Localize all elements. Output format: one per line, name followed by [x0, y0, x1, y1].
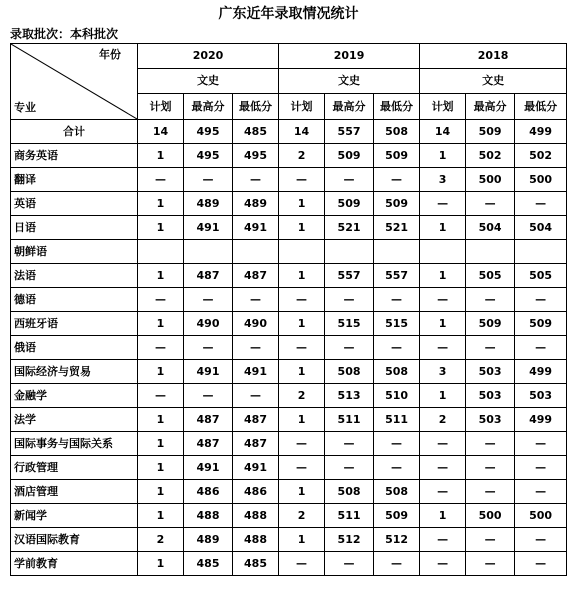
- row-value-cell: 1: [138, 312, 184, 336]
- row-value-cell: 503: [466, 384, 515, 408]
- row-value-cell: —: [420, 528, 466, 552]
- row-value-cell: 2: [138, 528, 184, 552]
- row-value-cell: 509: [515, 312, 567, 336]
- row-major-name: 日语: [11, 216, 138, 240]
- row-value-cell: 495: [233, 144, 279, 168]
- row-value-cell: 491: [233, 360, 279, 384]
- row-value-cell: 1: [138, 192, 184, 216]
- row-value-cell: —: [279, 432, 325, 456]
- row-value-cell: 503: [466, 408, 515, 432]
- row-value-cell: 1: [420, 144, 466, 168]
- row-value-cell: 1: [279, 480, 325, 504]
- row-value-cell: 14: [420, 120, 466, 144]
- row-value-cell: 1: [138, 360, 184, 384]
- row-value-cell: —: [466, 336, 515, 360]
- row-value-cell: 486: [233, 480, 279, 504]
- row-value-cell: 511: [325, 408, 374, 432]
- row-value-cell: [374, 240, 420, 264]
- table-row: [11, 288, 567, 312]
- row-value-cell: —: [374, 456, 420, 480]
- row-value-cell: —: [279, 168, 325, 192]
- table-row: [11, 384, 567, 408]
- row-value-cell: 1: [138, 504, 184, 528]
- table-row: [11, 504, 567, 528]
- row-value-cell: 487: [184, 408, 233, 432]
- row-value-cell: 495: [184, 120, 233, 144]
- row-major-name: 商务英语: [11, 144, 138, 168]
- row-major-name: 金融学: [11, 384, 138, 408]
- row-value-cell: 499: [515, 360, 567, 384]
- row-value-cell: 1: [279, 312, 325, 336]
- row-value-cell: —: [466, 288, 515, 312]
- row-value-cell: 1: [420, 384, 466, 408]
- row-value-cell: 512: [325, 528, 374, 552]
- row-value-cell: 504: [466, 216, 515, 240]
- row-value-cell: 488: [233, 528, 279, 552]
- row-value-cell: 1: [138, 408, 184, 432]
- row-value-cell: [420, 240, 466, 264]
- row-value-cell: —: [325, 336, 374, 360]
- table-row: [11, 192, 567, 216]
- header-major-label: 专业: [14, 101, 36, 114]
- row-value-cell: 508: [325, 360, 374, 384]
- row-major-name: 学前教育: [11, 552, 138, 576]
- row-value-cell: —: [279, 336, 325, 360]
- row-value-cell: 500: [515, 504, 567, 528]
- row-value-cell: 491: [233, 216, 279, 240]
- row-value-cell: 491: [184, 216, 233, 240]
- row-value-cell: 491: [184, 360, 233, 384]
- row-value-cell: 485: [184, 552, 233, 576]
- row-value-cell: 509: [374, 192, 420, 216]
- row-value-cell: 557: [325, 264, 374, 288]
- row-value-cell: —: [515, 336, 567, 360]
- row-value-cell: 1: [279, 360, 325, 384]
- row-major-name: 法学: [11, 408, 138, 432]
- header-min-2018: 最低分: [515, 94, 567, 120]
- row-value-cell: [233, 240, 279, 264]
- row-value-cell: 509: [325, 192, 374, 216]
- row-value-cell: 500: [466, 168, 515, 192]
- row-major-name: 新闻学: [11, 504, 138, 528]
- header-plan-2018: 计划: [420, 94, 466, 120]
- row-value-cell: 509: [374, 504, 420, 528]
- row-value-cell: —: [466, 456, 515, 480]
- row-value-cell: 1: [279, 192, 325, 216]
- row-value-cell: 502: [466, 144, 515, 168]
- row-value-cell: —: [325, 288, 374, 312]
- row-value-cell: 1: [420, 264, 466, 288]
- header-plan-2019: 计划: [279, 94, 325, 120]
- row-value-cell: 1: [138, 264, 184, 288]
- row-major-name: 西班牙语: [11, 312, 138, 336]
- row-value-cell: 557: [325, 120, 374, 144]
- row-value-cell: 499: [515, 120, 567, 144]
- header-min-2020: 最低分: [233, 94, 279, 120]
- table-row: [11, 432, 567, 456]
- row-value-cell: 1: [138, 552, 184, 576]
- header-year-2019: 2019: [279, 44, 420, 69]
- table-row: [11, 144, 567, 168]
- table-row: [11, 240, 567, 264]
- row-value-cell: 487: [233, 408, 279, 432]
- row-value-cell: 511: [374, 408, 420, 432]
- row-value-cell: —: [374, 288, 420, 312]
- row-major-name: 法语: [11, 264, 138, 288]
- row-value-cell: —: [420, 456, 466, 480]
- row-value-cell: 515: [374, 312, 420, 336]
- table-row: [11, 408, 567, 432]
- header-category-2019: 文史: [279, 69, 420, 94]
- row-value-cell: 2: [420, 408, 466, 432]
- row-value-cell: 487: [233, 432, 279, 456]
- row-value-cell: 509: [325, 144, 374, 168]
- row-value-cell: 1: [279, 528, 325, 552]
- row-value-cell: 505: [466, 264, 515, 288]
- row-major-name: 翻译: [11, 168, 138, 192]
- row-value-cell: 515: [325, 312, 374, 336]
- row-value-cell: 513: [325, 384, 374, 408]
- row-value-cell: —: [233, 288, 279, 312]
- row-value-cell: 509: [466, 120, 515, 144]
- table-row-total: [11, 120, 567, 144]
- row-value-cell: 500: [515, 168, 567, 192]
- row-value-cell: —: [466, 528, 515, 552]
- row-major-name: 合计: [11, 120, 138, 144]
- row-value-cell: —: [420, 552, 466, 576]
- header-plan-2020: 计划: [138, 94, 184, 120]
- row-value-cell: 489: [184, 528, 233, 552]
- row-value-cell: 1: [138, 480, 184, 504]
- row-value-cell: 485: [233, 552, 279, 576]
- row-value-cell: —: [233, 336, 279, 360]
- header-year-label: 年份: [99, 48, 121, 61]
- row-value-cell: —: [420, 480, 466, 504]
- row-value-cell: —: [138, 288, 184, 312]
- row-value-cell: —: [515, 480, 567, 504]
- row-value-cell: 491: [184, 456, 233, 480]
- row-value-cell: 1: [420, 504, 466, 528]
- row-value-cell: 505: [515, 264, 567, 288]
- row-value-cell: 485: [233, 120, 279, 144]
- row-value-cell: 2: [279, 144, 325, 168]
- row-value-cell: —: [466, 552, 515, 576]
- row-value-cell: —: [515, 456, 567, 480]
- row-value-cell: —: [374, 552, 420, 576]
- row-value-cell: 509: [374, 144, 420, 168]
- row-value-cell: —: [374, 336, 420, 360]
- batch-label: 录取批次：本科批次: [10, 27, 119, 41]
- row-value-cell: 1: [138, 456, 184, 480]
- row-value-cell: 1: [279, 408, 325, 432]
- row-value-cell: [138, 240, 184, 264]
- row-value-cell: 502: [515, 144, 567, 168]
- row-major-name: 德语: [11, 288, 138, 312]
- row-value-cell: 2: [279, 504, 325, 528]
- row-major-name: 酒店管理: [11, 480, 138, 504]
- row-value-cell: —: [138, 336, 184, 360]
- row-value-cell: —: [466, 480, 515, 504]
- row-value-cell: 2: [279, 384, 325, 408]
- row-major-name: 国际经济与贸易: [11, 360, 138, 384]
- row-value-cell: [279, 240, 325, 264]
- header-year-2018: 2018: [420, 44, 567, 69]
- row-value-cell: —: [325, 552, 374, 576]
- row-value-cell: 488: [233, 504, 279, 528]
- table-row: [11, 528, 567, 552]
- row-value-cell: 487: [233, 264, 279, 288]
- row-value-cell: —: [325, 456, 374, 480]
- header-year-2020: 2020: [138, 44, 279, 69]
- row-value-cell: —: [325, 168, 374, 192]
- row-value-cell: 1: [138, 216, 184, 240]
- row-value-cell: 508: [374, 480, 420, 504]
- row-value-cell: 487: [184, 264, 233, 288]
- row-value-cell: —: [325, 432, 374, 456]
- row-value-cell: —: [233, 168, 279, 192]
- row-value-cell: [184, 240, 233, 264]
- row-value-cell: 488: [184, 504, 233, 528]
- row-value-cell: —: [515, 288, 567, 312]
- row-major-name: 行政管理: [11, 456, 138, 480]
- row-value-cell: 499: [515, 408, 567, 432]
- header-max-2018: 最高分: [466, 94, 515, 120]
- row-value-cell: —: [184, 168, 233, 192]
- row-value-cell: 490: [233, 312, 279, 336]
- row-value-cell: 486: [184, 480, 233, 504]
- row-value-cell: 3: [420, 360, 466, 384]
- row-value-cell: 504: [515, 216, 567, 240]
- row-value-cell: 511: [325, 504, 374, 528]
- row-value-cell: 500: [466, 504, 515, 528]
- table-row: [11, 456, 567, 480]
- row-value-cell: —: [374, 432, 420, 456]
- page-title: 广东近年录取情况统计: [218, 6, 359, 22]
- row-value-cell: 489: [184, 192, 233, 216]
- row-value-cell: —: [515, 552, 567, 576]
- table-row: [11, 264, 567, 288]
- row-value-cell: —: [420, 432, 466, 456]
- row-major-name: 俄语: [11, 336, 138, 360]
- header-corner-cell: [11, 44, 138, 120]
- row-value-cell: 491: [233, 456, 279, 480]
- row-value-cell: 495: [184, 144, 233, 168]
- header-min-2019: 最低分: [374, 94, 420, 120]
- row-value-cell: —: [184, 336, 233, 360]
- row-value-cell: —: [138, 384, 184, 408]
- row-value-cell: 14: [138, 120, 184, 144]
- header-row-years: [11, 44, 567, 69]
- row-value-cell: —: [184, 384, 233, 408]
- table-row: [11, 312, 567, 336]
- row-value-cell: —: [374, 168, 420, 192]
- row-value-cell: 489: [233, 192, 279, 216]
- table-row: [11, 216, 567, 240]
- row-value-cell: 3: [420, 168, 466, 192]
- table-row: [11, 168, 567, 192]
- row-value-cell: —: [184, 288, 233, 312]
- row-value-cell: 510: [374, 384, 420, 408]
- row-major-name: 国际事务与国际关系: [11, 432, 138, 456]
- row-value-cell: 509: [466, 312, 515, 336]
- row-major-name: 英语: [11, 192, 138, 216]
- row-value-cell: 508: [325, 480, 374, 504]
- row-value-cell: —: [466, 192, 515, 216]
- row-value-cell: 508: [374, 120, 420, 144]
- row-value-cell: 490: [184, 312, 233, 336]
- table-row: [11, 552, 567, 576]
- row-value-cell: 1: [420, 216, 466, 240]
- row-value-cell: —: [420, 288, 466, 312]
- table-row: [11, 336, 567, 360]
- row-major-name: 汉语国际教育: [11, 528, 138, 552]
- header-category-2020: 文史: [138, 69, 279, 94]
- header-max-2020: 最高分: [184, 94, 233, 120]
- row-value-cell: —: [420, 192, 466, 216]
- row-value-cell: 503: [515, 384, 567, 408]
- row-value-cell: 487: [184, 432, 233, 456]
- row-value-cell: 521: [374, 216, 420, 240]
- row-value-cell: —: [515, 192, 567, 216]
- row-value-cell: —: [233, 384, 279, 408]
- table-row: [11, 480, 567, 504]
- row-value-cell: —: [138, 168, 184, 192]
- row-value-cell: [325, 240, 374, 264]
- row-value-cell: [515, 240, 567, 264]
- header-category-2018: 文史: [420, 69, 567, 94]
- row-value-cell: —: [466, 432, 515, 456]
- table-row: [11, 360, 567, 384]
- header-max-2019: 最高分: [325, 94, 374, 120]
- row-value-cell: 1: [279, 216, 325, 240]
- row-value-cell: 14: [279, 120, 325, 144]
- row-value-cell: 508: [374, 360, 420, 384]
- row-value-cell: 557: [374, 264, 420, 288]
- row-value-cell: —: [515, 528, 567, 552]
- row-value-cell: 1: [279, 264, 325, 288]
- row-value-cell: 512: [374, 528, 420, 552]
- admission-table: [10, 43, 567, 576]
- row-value-cell: 1: [138, 144, 184, 168]
- row-value-cell: 521: [325, 216, 374, 240]
- row-value-cell: 1: [420, 312, 466, 336]
- row-value-cell: —: [279, 456, 325, 480]
- row-value-cell: —: [420, 336, 466, 360]
- row-value-cell: —: [515, 432, 567, 456]
- row-value-cell: 503: [466, 360, 515, 384]
- row-value-cell: —: [279, 552, 325, 576]
- row-value-cell: [466, 240, 515, 264]
- row-value-cell: 1: [138, 432, 184, 456]
- row-value-cell: —: [279, 288, 325, 312]
- row-major-name: 朝鲜语: [11, 240, 138, 264]
